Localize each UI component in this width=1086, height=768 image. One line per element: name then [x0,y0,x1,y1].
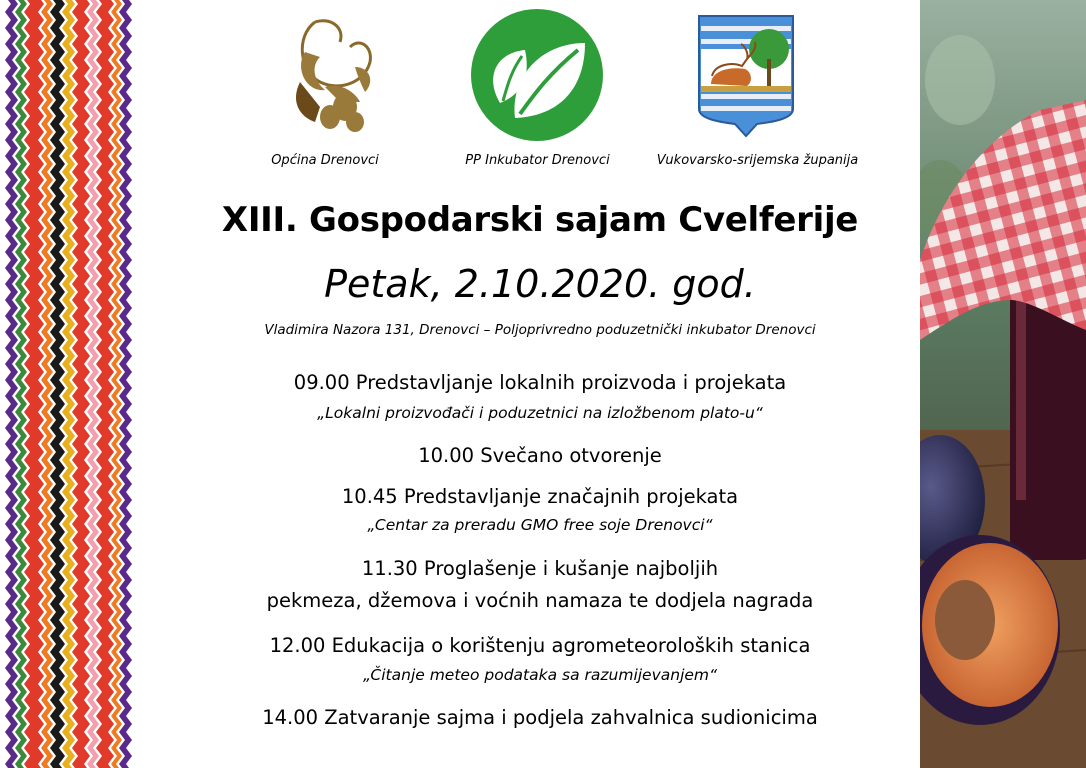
pp-inkubator-leaf-logo [470,8,605,143]
schedule-item-1130: 11.30 Proglašenje i kušanje najboljih [361,557,719,580]
jam-jar-plums-photo [920,0,1086,768]
event-date: Petak, 2.10.2020. god. [324,262,756,306]
schedule-sub-0900: „Lokalni proizvođači i poduzetnici na izložbenom plato-u“ [317,404,763,422]
schedule-item-0900: 09.00 Predstavljanje lokalnih proizvoda i projekata [293,371,787,394]
caption-opcina: Općina Drenovci [271,153,379,168]
event-address: Vladimira Nazora 131, Drenovci – Poljoprivredno poduzetnički inkubator Drenovci [264,322,816,338]
folk-stripe-border [0,0,135,768]
schedule-item-1000: 10.00 Svečano otvorenje [418,444,662,467]
schedule-item-1400: 14.00 Zatvaranje sajma i podjela zahvalnica sudionicima [262,706,818,729]
caption-inkubator: PP Inkubator Drenovci [465,153,610,168]
schedule-item-1045: 10.45 Predstavljanje značajnih projekata [341,485,739,508]
vukovarsko-srijemska-coat-of-arms [697,14,795,138]
schedule-item-1200: 12.00 Edukacija o korištenju agrometeoroloških stanica [269,634,811,657]
event-title: XIII. Gospodarski sajam Cvelferije [221,200,859,240]
schedule-item-1130-line2: pekmeza, džemova i voćnih namaza te dodjela nagrada [266,589,814,612]
schedule-sub-1045: „Centar za preradu GMO free soje Drenovci“ [367,516,713,534]
caption-zupanija: Vukovarsko-srijemska županija [656,153,859,168]
schedule-sub-1200: „Čitanje meteo podataka sa razumijevanjem“ [362,666,718,684]
opcina-drenovci-coat-of-arms [285,12,385,137]
